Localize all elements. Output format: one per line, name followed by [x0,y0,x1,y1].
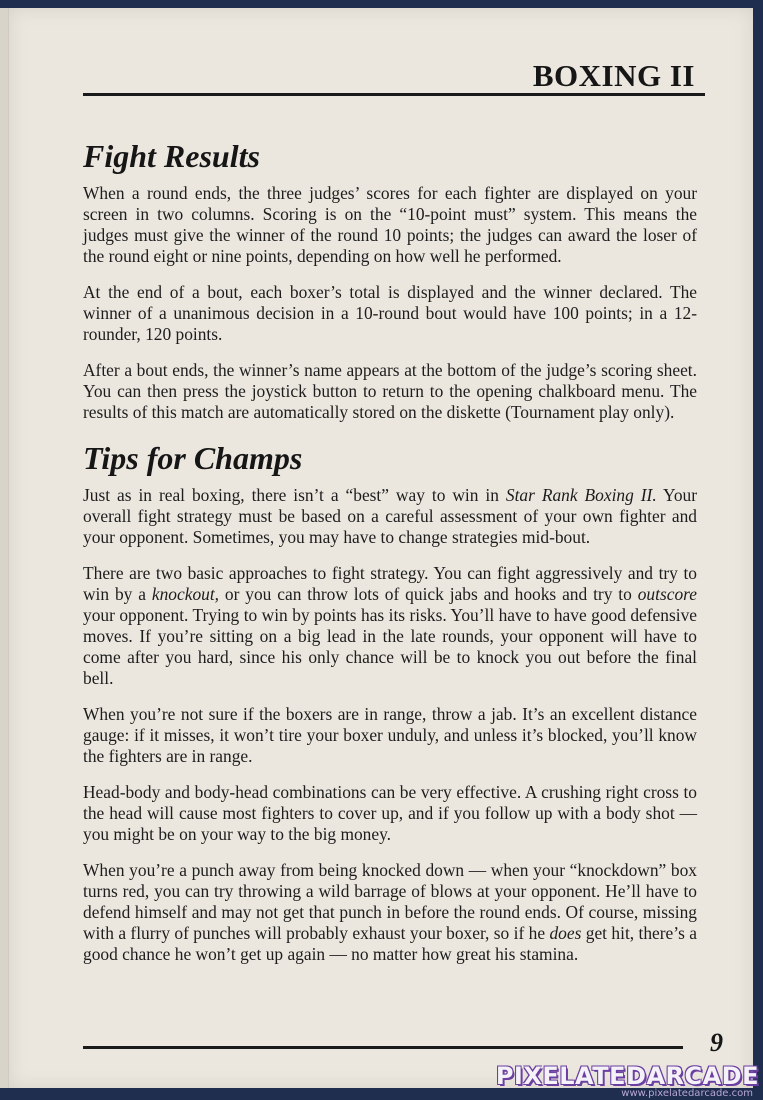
paragraph: When you’re a punch away from being knocked down — when your “knockdown” box turns red, you can try throwing a wild barrage of blows at your opponent. He’ll have to defend himself and may not get that punch in before the round ends. Of course, missing with a flurry of punches will probably exhaust your boxer, so if he does get hit, there’s a good chance he won’t get up again — no matter how great his stamina. [83,860,697,964]
watermark-url: www.pixelatedarcade.com [621,1088,753,1099]
heading-tips-for-champs: Tips for Champs [83,440,303,476]
paragraph: After a bout ends, the winner’s name appears at the bottom of the judge’s scoring sheet. You can then press the joystick button to return to the opening chalkboard menu. The results of this match are automatically stored on the diskette (Tournament play only). [83,360,697,422]
footer-rule [83,1046,683,1049]
paragraph: There are two basic approaches to fight strategy. You can fight aggressively and try to win by a knockout, or you can throw lots of quick jabs and hooks and try to outscore your opponent. Trying to win by points has its risks. You’ll have to have good defensive moves. If you’re sitting on a big lead in the late rounds, your opponent will have to come after you hard, since his only chance will be to knock you out before the final bell. [83,563,697,688]
header-rule [83,93,705,96]
emphasis-outscore: outscore [637,584,697,604]
paragraph: When a round ends, the three judges’ scores for each fighter are displayed on your screen in two columns. Scoring is on the “10-point must” system. This means the judges must give the winner of the round 10 points; the judges can award the loser of the round eight or nine points, depending on how well he performed. [83,183,697,266]
paragraph: When you’re not sure if the boxers are in range, throw a jab. It’s an excellent distance gauge: if it misses, it won’t tire your boxer unduly, and unless it’s blocked, you’ll know the fighters are in range. [83,704,697,766]
page-body [83,136,697,965]
game-title-italic: Star Rank Boxing II. [505,485,657,505]
page-number: 9 [710,1028,723,1057]
paragraph: Head-body and body-head combinations can be very effective. A crushing right cross to the head will cause most fighters to cover up, and if you follow up with a body shot — you might be on your way to the big money. [83,782,697,844]
page-binding-edge [0,8,8,1088]
emphasis-does: does [549,923,582,943]
paragraph: At the end of a bout, each boxer’s total is displayed and the winner declared. The winner of a unanimous decision in a 10-round bout would have 100 points; in a 12-rounder, 120 points. [83,282,697,344]
heading-fight-results: Fight Results [83,138,260,174]
paragraph: Just as in real boxing, there isn’t a “best” way to win in Star Rank Boxing II. Your overall fight strategy must be based on a careful assessment of your own fighter and your opponent. Sometimes, you may have to change strategies mid-bout. [83,485,697,547]
running-head-title: BOXING II [532,58,695,93]
manual-page [8,8,753,1088]
emphasis-knockout: knockout, [151,584,220,604]
watermark-logo: PIXELATEDARCADE [495,1062,759,1090]
